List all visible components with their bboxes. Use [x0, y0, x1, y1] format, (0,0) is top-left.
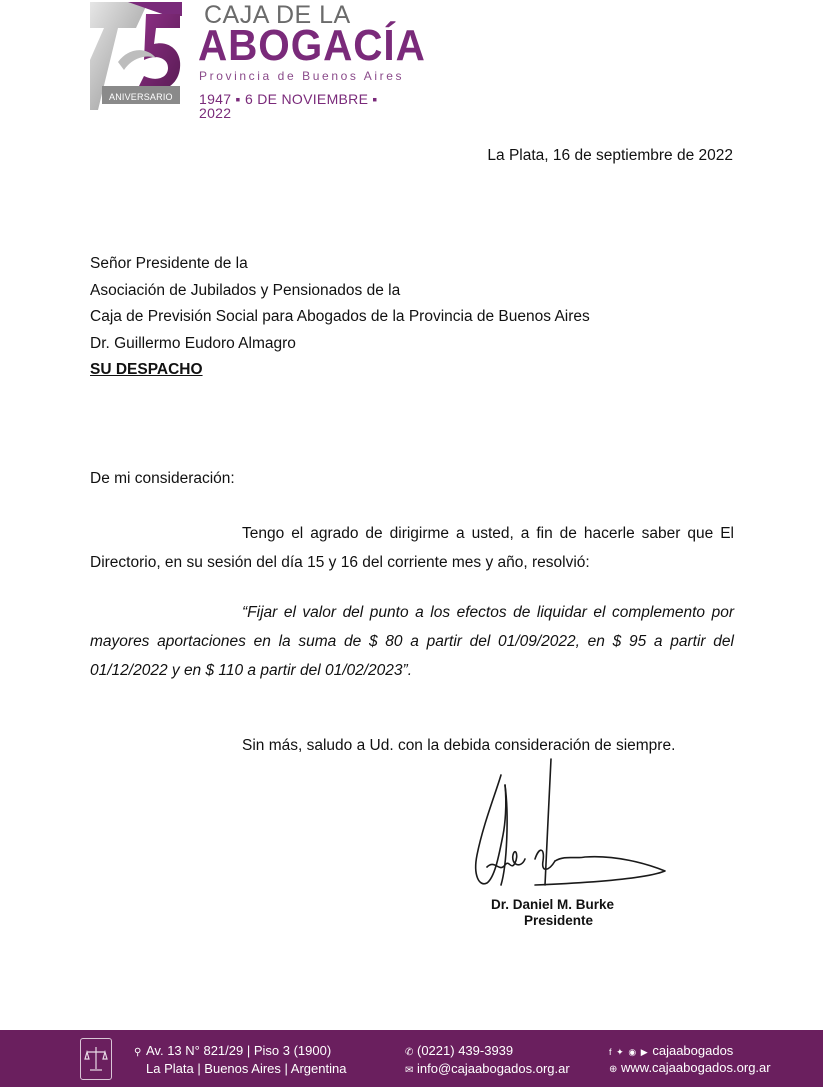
paragraph-1: Tengo el agrado de dirigirme a usted, a fin de hacerle saber que El Directorio, en su sesión del día 15 y 16 del corriente mes y año, resolvió: [90, 525, 734, 571]
closing-line: Sin más, saludo a Ud. con la debida consideración de siempre. [242, 737, 676, 754]
signer-title: Presidente [524, 913, 594, 928]
youtube-icon[interactable]: ▶ [640, 1047, 649, 1057]
footer-bar [0, 1030, 823, 1087]
phone-icon: ✆ [405, 1047, 414, 1058]
paragraph-2-quote: “Fijar el valor del punto a los efectos de liquidar el complemento por mayores aportaciones en la suma de $ 80 a partir del 01/09/2022, en $ 95 a partir del 01/12/2022 y en $ 110 a partir del 01/02/2023”. [90, 604, 734, 679]
salutation: De mi consideración: [90, 470, 235, 487]
footer-email[interactable]: info@cajaabogados.org.ar [417, 1061, 570, 1076]
address-line-3: Caja de Previsión Social para Abogados de la Provincia de Buenos Aires [90, 308, 590, 325]
footer-contact [405, 1043, 570, 1079]
address-line-4: Dr. Guillermo Eudoro Almagro [90, 335, 296, 352]
logo-line1: CAJA DE LA [204, 1, 351, 29]
signer-name: Dr. Daniel M. Burke [491, 897, 615, 912]
footer-phone[interactable]: (0221) 439-3939 [417, 1043, 514, 1058]
web-icon: ⊕ [609, 1064, 618, 1075]
su-despacho: SU DESPACHO [90, 361, 203, 378]
footer-social [609, 1043, 771, 1078]
mail-icon: ✉ [405, 1065, 414, 1076]
logo-line3: Provincia de Buenos Aires [199, 69, 405, 83]
logo-line4: 1947 ▪ 6 DE NOVIEMBRE ▪ 2022 [199, 91, 378, 121]
footer-address-line2: La Plata | Buenos Aires | Argentina [146, 1061, 347, 1076]
footer-address [134, 1043, 346, 1077]
footer-social-handle[interactable]: cajaabogados [652, 1043, 734, 1058]
address-line-2: Asociación de Jubilados y Pensionados de la [90, 282, 401, 299]
scales-emblem-icon [80, 1038, 112, 1080]
logo-line2: ABOGACÍA [198, 21, 426, 70]
facebook-icon[interactable]: f [609, 1047, 613, 1057]
logo [88, 0, 426, 121]
twitter-icon[interactable]: ✦ [616, 1047, 625, 1057]
location-icon: ⚲ [134, 1047, 142, 1058]
footer-website[interactable]: www.cajaabogados.org.ar [621, 1060, 771, 1075]
instagram-icon[interactable]: ◉ [628, 1047, 638, 1057]
letter-date: La Plata, 16 de septiembre de 2022 [487, 147, 733, 164]
address-line-1: Señor Presidente de la [90, 255, 248, 272]
footer-address-line1: Av. 13 N° 821/29 | Piso 3 (1900) [146, 1043, 332, 1058]
handwritten-signature-icon [465, 755, 680, 905]
logo-anniversary-text: ANIVERSARIO [109, 92, 173, 102]
scales-of-justice-icon [81, 1039, 111, 1079]
